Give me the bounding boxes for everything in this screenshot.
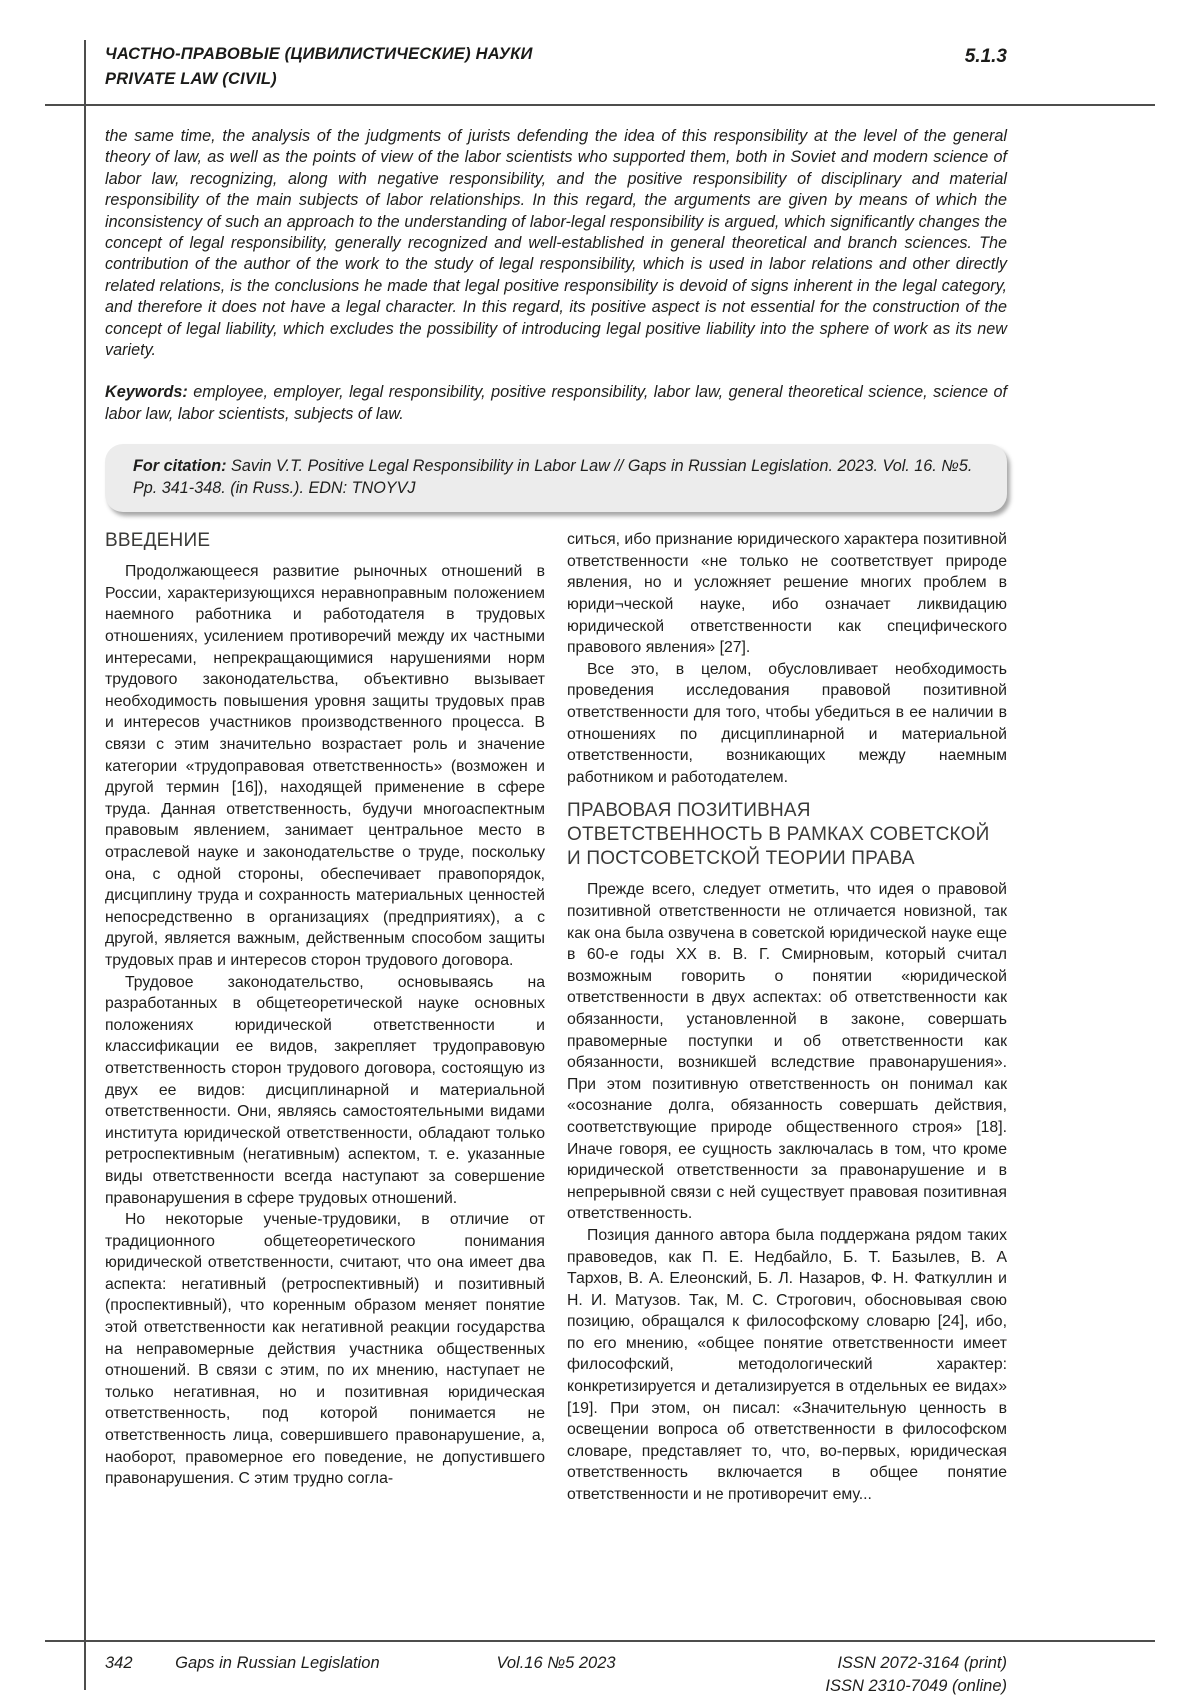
two-column-body: [105, 529, 1007, 1505]
body-paragraph: Трудовое законодательство, основываясь на разработанных в общетеоретической науке основных положениях юридической ответственности и классификации ее видов, закрепляет трудоправовую ответственность сторон трудового договора, состоящую из двух ее видов: дисциплинарной и материальной ответственности. Они, являясь самостоятельными видами института юридической ответственности, обладают только ретроспективным (негативным) аспектом, т. е. указанные виды ответственности всегда наступают за совершение правонарушения в сфере трудовых отношений.: [105, 973, 545, 1207]
citation-box: [105, 444, 1007, 512]
footer-right: [706, 1652, 1007, 1697]
section-title-en: PRIVATE LAW (CIVIL): [105, 70, 277, 88]
keywords-text: employee, employer, legal responsibility, positive responsibility, labor law, general theoretical science, science of labor law, labor scientists, subjects of law.: [105, 383, 1007, 423]
citation-paragraph: [133, 455, 977, 499]
citation-label: For citation:: [133, 457, 227, 476]
section-heading-introduction: ВВЕДЕНИЕ: [105, 530, 211, 552]
issn-print: ISSN 2072-3164 (print): [837, 1654, 1008, 1672]
page-content: [105, 126, 1007, 1506]
footer-left: [105, 1652, 406, 1675]
left-column: [105, 529, 545, 1505]
page-header: [105, 42, 1007, 92]
section-title-ru: ЧАСТНО-ПРАВОВЫЕ (ЦИВИЛИСТИЧЕСКИЕ) НАУКИ: [105, 45, 533, 63]
keywords-label: Keywords:: [105, 383, 188, 402]
body-paragraph: Продолжающееся развитие рыночных отношений в России, характеризующихся неравноправным положением наемного работника и работодателя в трудовых отношениях, усилением противоречий между их частными интересами, непрекращающимися нарушениями норм трудового законодательства, объективно вызывает необходимость повышения уровня защиты трудовых прав и интересов участников производственного процесса. В связи с этим значительно возрастает роль и значение категории «трудоправовая ответственность» (возможен и другой термин [16]), находящей применение в сфере труда. Данная ответственность, будучи многоаспектным правовым явлением, занимает центральное место в отраслевой науке и законодательстве о труде, поскольку она, с одной стороны, обеспечивает правопорядок, дисциплину труда и сохранность материальных ценностей непосредственно в организациях (предприятиях), а с другой, является важным, действенным способом защиты трудовых прав и интересов сторон трудового договора.: [105, 563, 545, 969]
body-paragraph: Прежде всего, следует отметить, что идея о правовой позитивной ответственности не отличается новизной, так как она была озвучена в советской юридической науке еще в 60-е годы XX в. В. Г. Смирновым, который считал возможным говорить о понятии «юридической ответственности в двух аспектах: об ответственности как обязанности, установленной в законе, совершать правомерные поступки и об ответственности как обязанности, возникшей вследствие правонарушения». При этом позитивную ответственность он понимал как «осознание долга, обязанность совершать действия, соответствующие природе общественного строя» [18]. Иначе говоря, ее сущность заключалась в том, что кроме юридической ответственности за правонарушение и в непрерывной связи с ней существует правовая позитивная ответственность.: [567, 881, 1007, 1223]
journal-name: Gaps in Russian Legislation: [175, 1654, 380, 1672]
footer-rule: [45, 1640, 1155, 1642]
body-paragraph: Но некоторые ученые-трудовики, в отличие от традиционного общетеоретического понимания юридической ответственности, считают, что она имеет два аспекта: негативный (ретроспективный) и позитивный (проспективный), что коренным образом меняет понятие этой ответственности как негативной реакции государства на неправомерные действия участника общественных отношений. В связи с этим, по их мнению, наступает не только негативная, но и позитивная юридическая ответственность, под которой понимается не ответственность лица, совершившего правонарушение, а, наоборот, правомерное его поведение, не допустившего правонарушения. С этим трудно согла-: [105, 1211, 545, 1488]
running-head: [105, 42, 533, 92]
keywords-paragraph: [105, 382, 1007, 425]
body-paragraph: Позиция данного автора была поддержана рядом таких правоведов, как П. Е. Недбайло, Б. Т. Базылев, В. А Тархов, В. А. Елеонский, Б. Л. Назаров, Ф. Н. Фаткуллин и Н. И. Матузов. Так, М. С. Строгович, обосновывая свою позицию, обращался к философскому словарю [24], ибо, по его мнению, «общее понятие ответственности имеет философский, методологический характер: конкретизируется и детализируется в отдельных ее видах» [19]. При этом, он писал: «Значительную ценность в освещении вопроса об ответственности в философском словаре, представляет то, что, во-первых, юридическая ответственность включается в общее понятие ответственности и не противоречит ему...: [567, 1226, 1007, 1504]
abstract-text: the same time, the analysis of the judgments of jurists defending the idea of this responsibility at the level of the general theory of law, as well as the points of view of the labor scientists who supported them, both in Soviet and modern science of labor law, recognizing, along with negative responsibility, and the positive responsibility of disciplinary and material responsibility of the main subjects of labor relationships. In this regard, the arguments are given by means of which the inconsistency of such an approach to the understanding of labor-legal responsibility is argued, which significantly changes the concept of legal responsibility, generally recognized and well-established in general theoretical and branch sciences. The contribution of the author of the work to the study of legal responsibility, which is used in labor relations and other directly related relations, is the conclusions he made that legal positive responsibility is devoid of signs inherent in the legal category, and therefore it does not have a legal character. In this regard, its positive aspect is not essential for the construction of the concept of legal liability, which excludes the possibility of introducing legal positive liability into the sphere of work as its new variety.: [105, 127, 1007, 360]
body-paragraph: Все это, в целом, обусловливает необходимость проведения исследования правовой позитивной ответственности для того, чтобы убедиться в ее наличии в отношениях по дисциплинарной и материальной ответственности, возникающих между наемным работником и работодателем.: [567, 660, 1007, 786]
section-heading-positive-responsibility: ПРАВОВАЯ ПОЗИТИВНАЯ ОТВЕТСТВЕННОСТЬ В РАМКАХ СОВЕТСКОЙ И ПОСТСОВЕТСКОЙ ТЕОРИИ ПРАВА: [567, 800, 990, 870]
header-rule: [45, 104, 1155, 106]
classification-code: 5.1.3: [964, 46, 1007, 67]
left-margin-rule: [84, 40, 86, 1690]
volume-info: Vol.16 №5 2023: [496, 1654, 616, 1672]
citation-text: Savin V.T. Positive Legal Responsibility in Labor Law // Gaps in Russian Legislation. 2023. Vol. 16. №5. Pp. 341-348. (in Russ.). EDN: TNOYVJ: [133, 457, 973, 498]
issn-online: ISSN 2310-7049 (online): [825, 1677, 1008, 1695]
page-footer: [105, 1652, 1007, 1697]
page-number: 342: [105, 1654, 133, 1672]
body-paragraph-continuation: ситься, ибо признание юридического характера позитивной ответственности «не только не соответствует природе явления, но и усложняет решение многих проблем в юриди¬ческой науке, ибо означает ликвидацию юридической ответственности как специфического правового явления» [27].: [567, 531, 1007, 657]
right-column: [567, 529, 1007, 1505]
